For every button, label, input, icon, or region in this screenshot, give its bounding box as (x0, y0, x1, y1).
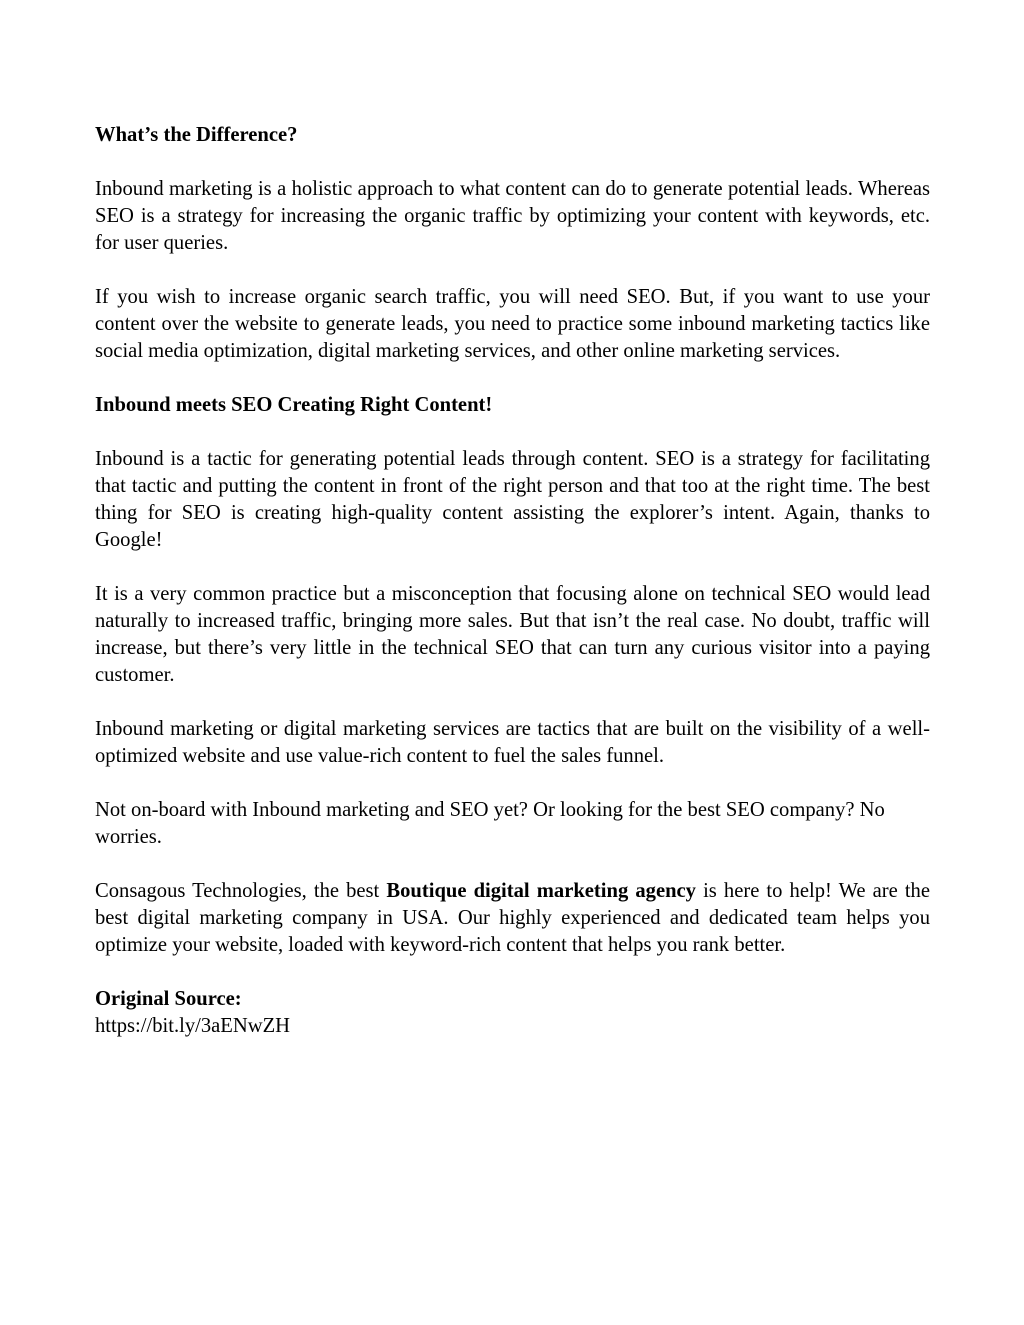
original-source-link[interactable]: https://bit.ly/3aENwZH (95, 1015, 291, 1037)
original-source-label: Original Source: (95, 988, 242, 1010)
paragraph-inbound-tactic: Inbound is a tactic for generating potential leads through content. SEO is a strategy for facilitating that tactic and putting the content in front of the right person and that too at the right time. The best thing for SEO is creating high-quality content assisting the explorer’s intent. Again, thanks to Google! (95, 448, 930, 551)
paragraph-organic-traffic: If you wish to increase organic search traffic, you will need SEO. But, if you want to use your content over the website to generate leads, you need to practice some inbound marketing tactics like social media optimization, digital marketing services, and other online marketing services. (95, 286, 930, 362)
paragraph-consagous-rest: is here to help! We are the best digital marketing company in USA. Our highly experienced and dedicated team helps you optimize your website, loaded with keyword-rich content that helps you rank better. (95, 880, 930, 956)
section-heading-inbound-meets-seo: Inbound meets SEO Creating Right Content! (95, 394, 493, 416)
section-heading-difference: What’s the Difference? (95, 124, 298, 146)
paragraph-sales-funnel: Inbound marketing or digital marketing services are tactics that are built on the visibility of a well-optimized website and use value-rich content to fuel the sales funnel. (95, 718, 930, 767)
agency-keyword: Boutique digital marketing agency (386, 880, 696, 902)
paragraph-no-worries: Not on-board with Inbound marketing and SEO yet? Or looking for the best SEO company? No worries. (95, 799, 885, 848)
paragraph-technical-seo: It is a very common practice but a misconception that focusing alone on technical SEO would lead naturally to increased traffic, bringing more sales. But that isn’t the real case. No doubt, traffic will increase, but there’s very little in the technical SEO that can turn any curious visitor into a paying customer. (95, 583, 930, 686)
paragraph-consagous (95, 878, 930, 959)
paragraph-inbound-vs-seo: Inbound marketing is a holistic approach to what content can do to generate potential leads. Whereas SEO is a strategy for increasing the organic traffic by optimizing your content with keywords, etc. for user queries. (95, 178, 930, 254)
paragraph-consagous-intro: Consagous Technologies, the best (95, 880, 387, 902)
